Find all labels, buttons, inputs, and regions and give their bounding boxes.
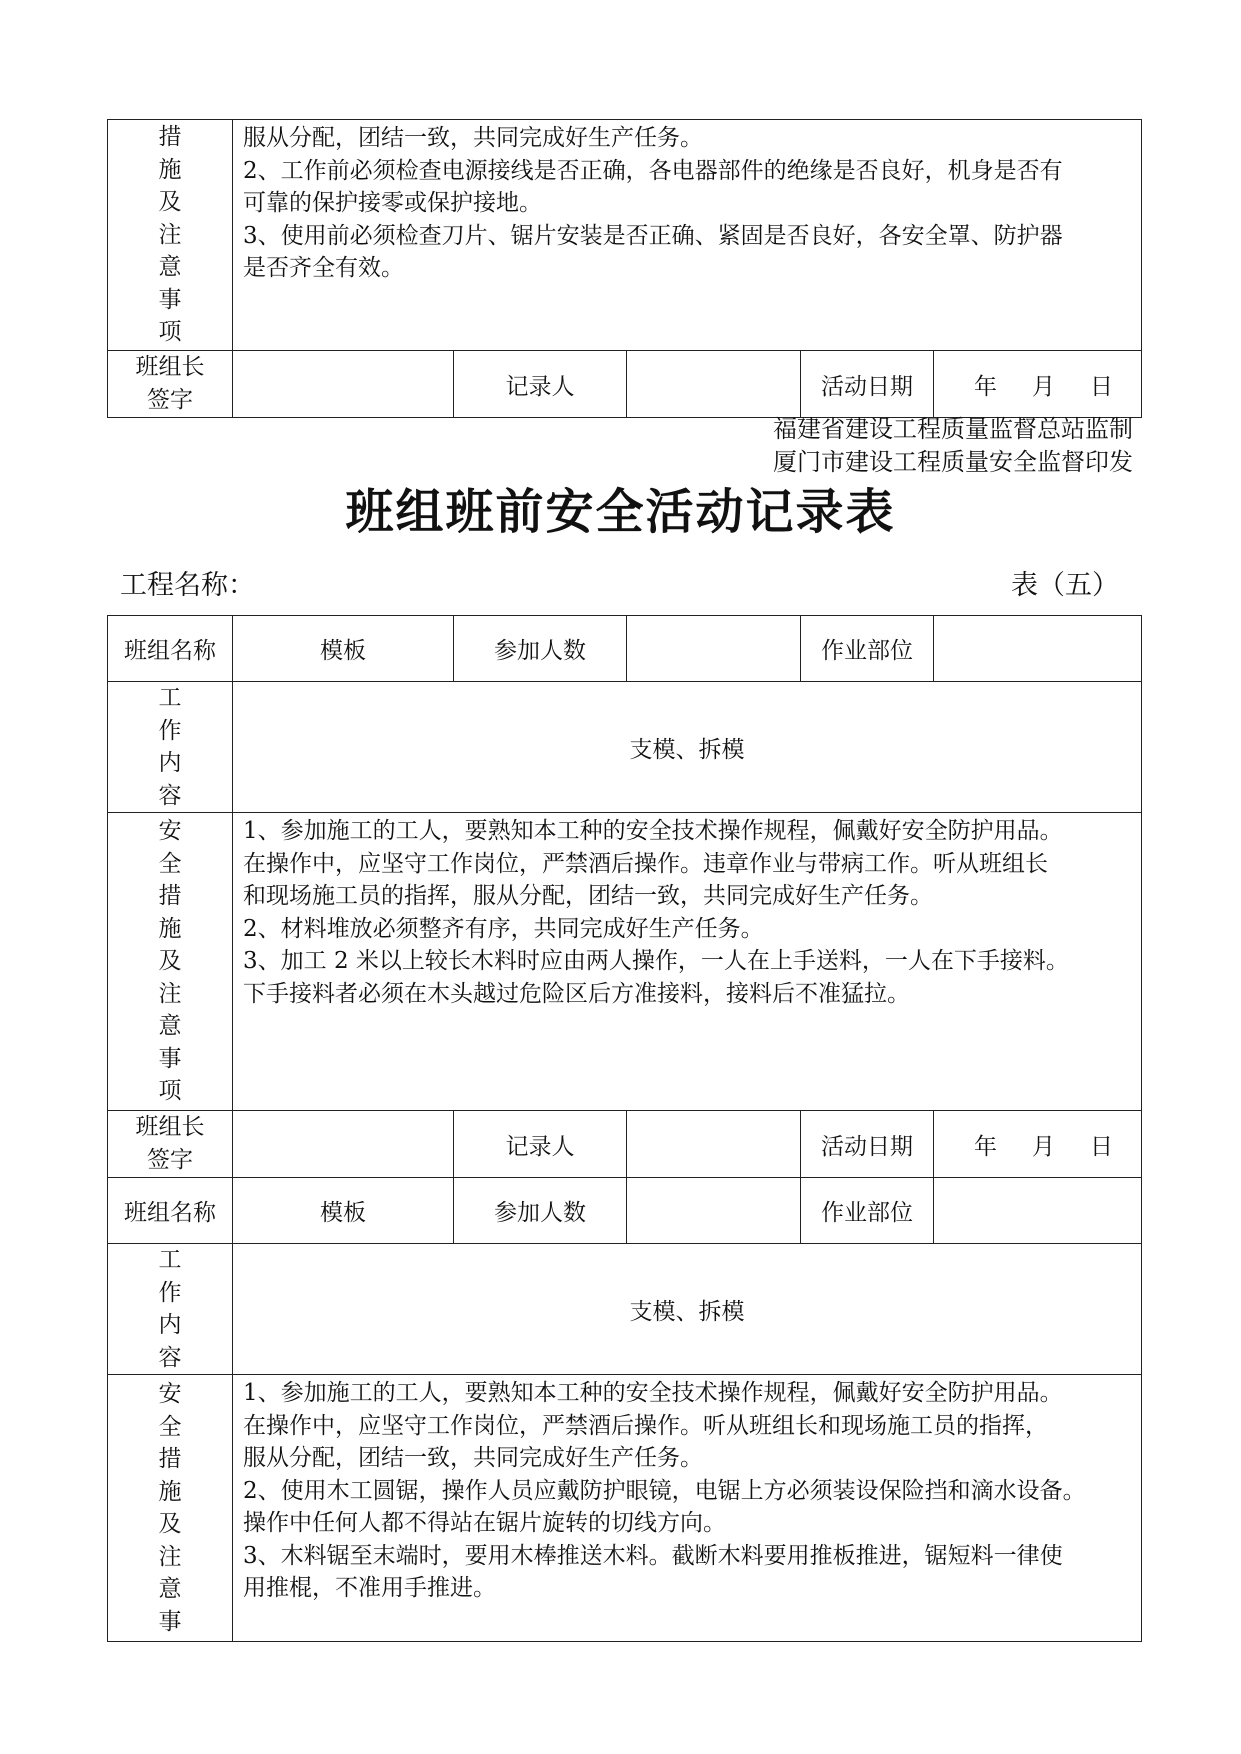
- team-leader-sign-field[interactable]: [233, 351, 454, 418]
- safety-measures-row: [108, 1375, 1142, 1642]
- team-leader-sign-label: 班组长 签字: [108, 1111, 233, 1178]
- work-content-label: 工 作 内 容: [108, 1244, 233, 1375]
- safety-measures-content: 服从分配，团结一致，共同完成好生产任务。 2、工作前必须检查电源接线是否正确，各电器部件的绝缘是否良好，机身是否有 可靠的保护接零或保护接地。 3、使用前必须检查刀片、锯片安装是否正确、紧固是否良好，各安全罩、防护器 是否齐全有效。: [233, 120, 1142, 351]
- work-location-field[interactable]: [934, 616, 1142, 682]
- participants-label: 参加人数: [454, 1178, 627, 1244]
- work-content-value[interactable]: 支模、拆模: [233, 1244, 1142, 1375]
- safety-measures-content[interactable]: 1、参加施工的工人，要熟知本工种的安全技术操作规程，佩戴好安全防护用品。 在操作中，应坚守工作岗位，严禁酒后操作。听从班组长和现场施工员的指挥， 服从分配，团结一致，共同完成好生产任务。 2、使用木工圆锯，操作人员应戴防护眼镜，电锯上方必须装设保险挡和滴水设备。 操作中任何人都不得站在锯片旋转的切线方向。 3、木料锯至末端时，要用木棒推送木料。截断木料要用推板推进，锯短料一律使 用推棍，不准用手推进。: [233, 1375, 1142, 1642]
- activity-date-label: 活动日期: [801, 1111, 934, 1178]
- safety-measures-row: [108, 813, 1142, 1111]
- safety-measures-label: 安 全 措 施 及 注 意 事 项: [108, 813, 233, 1111]
- project-name-label: 工程名称：: [120, 570, 255, 601]
- issuer-footer: [773, 413, 1133, 479]
- participants-field[interactable]: [627, 1178, 801, 1244]
- safety-measures-label: 措 施 及 注 意 事 项: [108, 120, 233, 351]
- work-content-label: 工 作 内 容: [108, 682, 233, 813]
- team-name-value[interactable]: 模板: [233, 616, 454, 682]
- issuer-line-2: 厦门市建设工程质量安全监督印发: [773, 448, 1133, 476]
- work-content-row: [108, 682, 1142, 813]
- recorder-field[interactable]: [627, 1111, 801, 1178]
- activity-date-label: 活动日期: [801, 351, 934, 418]
- month-label: 月: [1032, 1133, 1055, 1160]
- team-info-row: [108, 616, 1142, 682]
- day-label: 日: [1090, 1133, 1113, 1160]
- team-leader-sign-label: 班组长 签字: [108, 351, 233, 418]
- recorder-label: 记录人: [454, 351, 627, 418]
- participants-label: 参加人数: [454, 616, 627, 682]
- year-label: 年: [974, 1133, 997, 1160]
- page-title: 班组班前安全活动记录表: [345, 484, 896, 540]
- work-content-row: [108, 1244, 1142, 1375]
- month-label: 月: [1032, 373, 1055, 400]
- safety-measures-label: 安 全 措 施 及 注 意 事: [108, 1375, 233, 1642]
- participants-field[interactable]: [627, 616, 801, 682]
- issuer-line-1: 福建省建设工程质量监督总站监制: [773, 415, 1133, 443]
- prev-record-table: [107, 119, 1142, 418]
- team-name-label: 班组名称: [108, 1178, 233, 1244]
- team-name-value[interactable]: 模板: [233, 1178, 454, 1244]
- activity-date-field[interactable]: [934, 1111, 1142, 1178]
- recorder-label: 记录人: [454, 1111, 627, 1178]
- recorder-field[interactable]: [627, 351, 801, 418]
- form-number: 表（五）: [1011, 570, 1119, 601]
- work-location-label: 作业部位: [801, 1178, 934, 1244]
- work-location-field[interactable]: [934, 1178, 1142, 1244]
- activity-date-field[interactable]: [934, 351, 1142, 418]
- work-content-value[interactable]: 支模、拆模: [233, 682, 1142, 813]
- day-label: 日: [1090, 373, 1113, 400]
- team-info-row: [108, 1178, 1142, 1244]
- work-location-label: 作业部位: [801, 616, 934, 682]
- safety-measures-content[interactable]: 1、参加施工的工人，要熟知本工种的安全技术操作规程，佩戴好安全防护用品。 在操作中，应坚守工作岗位，严禁酒后操作。违章作业与带病工作。听从班组长 和现场施工员的指挥，服从分配，团结一致，共同完成好生产任务。 2、材料堆放必须整齐有序，共同完成好生产任务。 3、加工 2 米以上较长木料时应由两人操作，一人在上手送料，一人在下手接料。 下手接料者必须在木头越过危险区后方准接料，接料后不准猛拉。: [233, 813, 1142, 1111]
- sign-row: [108, 1111, 1142, 1178]
- team-leader-sign-field[interactable]: [233, 1111, 454, 1178]
- activity-record-table: [107, 615, 1142, 1642]
- year-label: 年: [974, 373, 997, 400]
- team-name-label: 班组名称: [108, 616, 233, 682]
